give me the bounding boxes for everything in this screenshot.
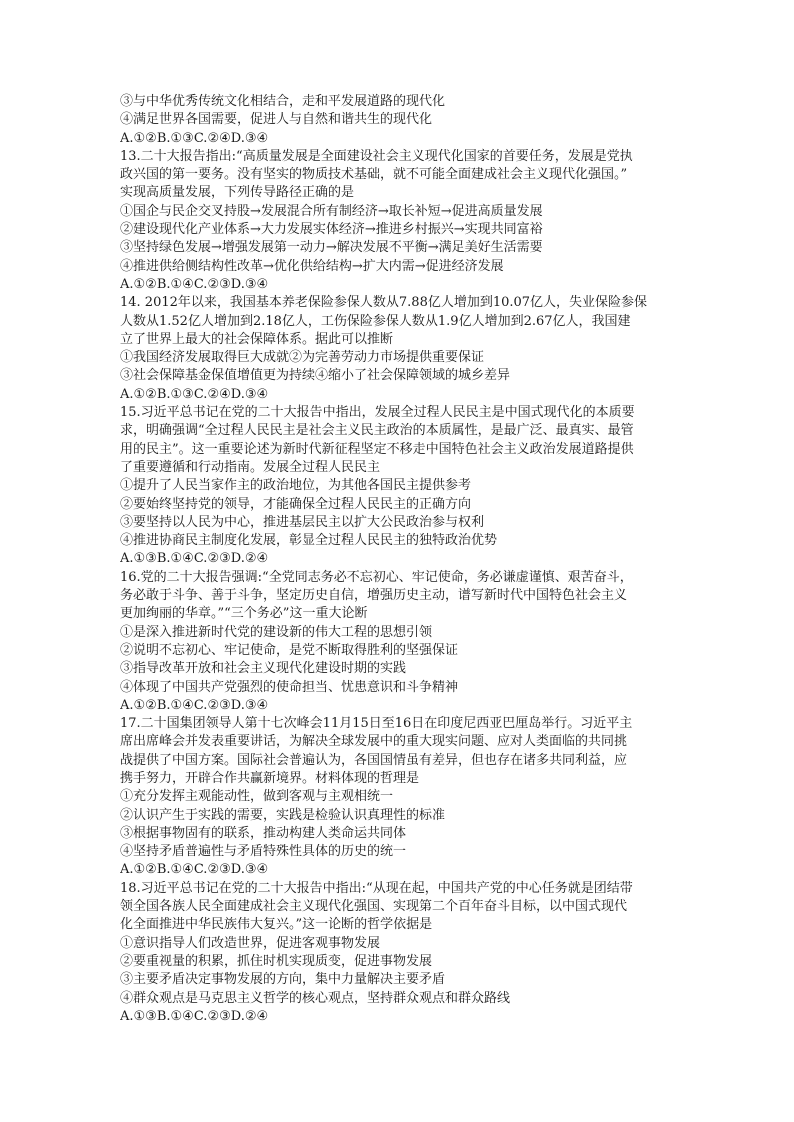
text-line: ②要重视量的积累，抓住时机实现质变，促进事物发展 bbox=[120, 953, 433, 969]
text-line: ②建设现代化产业体系→大力发展实体经济→推进乡村振兴→实现共同富裕 bbox=[120, 222, 543, 238]
text-line: ③主要矛盾决定事物发展的方向，集中力量解决主要矛盾 bbox=[120, 972, 446, 988]
text-line: ④群众观点是马克思主义哲学的核心观点，坚持群众观点和群众路线 bbox=[120, 990, 511, 1006]
text-line: ④坚持矛盾普遍性与矛盾特殊性具体的历史的统一 bbox=[120, 844, 407, 860]
text-line: 人数从1.52亿人增加到2.18亿人，工伤保险参保人数从1.9亿人增加到2.67亿人，我国建 bbox=[120, 313, 631, 329]
text-line: ④满足世界各国需要，促进人与自然和谐共生的现代化 bbox=[120, 112, 433, 128]
text-line: ①国企与民企交叉持股→发展混合所有制经济→取长补短→促进高质量发展 bbox=[120, 203, 543, 219]
text-line: ③坚持绿色发展→增强发展第一动力→解决发展不平衡→满足美好生活需要 bbox=[120, 240, 543, 256]
text-line: 16.党的二十大报告强调:“全党同志务必不忘初心、牢记使命，务必谦虚谨慎、艰苦奋斗， bbox=[120, 569, 633, 585]
text-line: ②说明不忘初心、牢记使命，是党不断取得胜利的坚强保证 bbox=[120, 642, 459, 658]
text-line: ①我国经济发展取得巨大成就②为完善劳动力市场提供重要保证 bbox=[120, 350, 485, 366]
text-line: ①意识指导人们改造世界，促进客观事物发展 bbox=[120, 935, 381, 951]
text-line: ③指导改革开放和社会主义现代化建设时期的实践 bbox=[120, 661, 407, 677]
text-line: 政兴国的第一要务。没有坚实的物质技术基础，就不可能全面建成社会主义现代化强国。” bbox=[120, 167, 628, 183]
text-line: 13.二十大报告指出:“高质量发展是全面建设社会主义现代化国家的首要任务，发展是党执 bbox=[120, 148, 633, 164]
text-line: ③与中华优秀传统文化相结合，走和平发展道路的现代化 bbox=[120, 94, 446, 109]
text-line: 席出席峰会并发表重要讲话，为解决全球发展中的重大现实问题、应对人类面临的共同挑 bbox=[120, 734, 628, 750]
text-line: 了重要遵循和行动指南。发展全过程人民民主 bbox=[120, 459, 381, 475]
text-line: 18.习近平总书记在党的二十大报告中指出:“从现在起，中国共产党的中心任务就是团结带 bbox=[120, 880, 633, 896]
text-line: 更加绚丽的华章。”“三个务必”这一重大论断 bbox=[120, 606, 368, 622]
text-line: ①充分发挥主观能动性，做到客观与主观相统一 bbox=[120, 789, 394, 805]
text-line: ②要始终坚持党的领导，才能确保全过程人民民主的正确方向 bbox=[120, 496, 472, 512]
text-line: A.①②B.①④C.②③D.③④ bbox=[120, 862, 269, 878]
text-line: 立了世界上最大的社会保障体系。据此可以推断 bbox=[120, 331, 394, 347]
text-line: 15.习近平总书记在党的二十大报告中指出，发展全过程人民民主是中国式现代化的本质要 bbox=[120, 405, 635, 421]
text-line: 携手努力，开辟合作共赢新境界。材料体现的哲理是 bbox=[120, 770, 420, 786]
text-line: ①提升了人民当家作主的政治地位，为其他各国民主提供参考 bbox=[120, 478, 472, 494]
text-line: ④推进协商民主制度化发展，彰显全过程人民民主的独特政治优势 bbox=[120, 533, 498, 549]
text-line: ④体现了中国共产党强烈的使命担当、忧患意识和斗争精神 bbox=[120, 679, 459, 695]
text-line: ④推进供给侧结构性改革→优化供给结构→扩大内需→促进经济发展 bbox=[120, 258, 504, 274]
text-line: ②认识产生于实践的需要，实践是检验认识真理性的标准 bbox=[120, 807, 446, 823]
text-line: 实现高质量发展，下列传导路径正确的是 bbox=[120, 185, 355, 201]
text-line: 战提供了中国方案。国际社会普遍认为，各国国情虽有差异，但也存在诸多共同利益，应 bbox=[120, 752, 628, 768]
text-line: ③根据事物固有的联系，推动构建人类命运共同体 bbox=[120, 825, 407, 841]
text-line: A.①②B.①③C.②④D.③④ bbox=[120, 130, 269, 146]
text-line: A.①②B.①④C.②③D.③④ bbox=[120, 276, 269, 292]
text-line: 化全面推进中华民族伟大复兴。”这一论断的哲学依据是 bbox=[120, 917, 433, 933]
text-line: 求，明确强调“全过程人民民主是社会主义民主政治的本质属性，是最广泛、最真实、最管 bbox=[120, 423, 634, 439]
text-line: 14. 2012年以来，我国基本养老保险参保人数从7.88亿人增加到10.07亿人，失业保险参保 bbox=[120, 295, 648, 311]
document-page bbox=[120, 93, 700, 1026]
text-line: ③社会保障基金保值增值更为持续④缩小了社会保障领域的城乡差异 bbox=[120, 368, 511, 384]
text-line: A.①③B.①④C.②③D.②④ bbox=[120, 551, 269, 567]
text-line: A.①②B.①④C.②③D.③④ bbox=[120, 697, 269, 713]
text-line: 务必敢于斗争、善于斗争，坚定历史自信，增强历史主动，谱写新时代中国特色社会主义 bbox=[120, 588, 628, 604]
text-line: ①是深入推进新时代党的建设新的伟大工程的思想引领 bbox=[120, 624, 433, 640]
text-line: ③要坚持以人民为中心，推进基层民主以扩大公民政治参与权利 bbox=[120, 514, 485, 530]
text-line: 17.二十国集团领导人第十七次峰会11月15日至16日在印度尼西亚巴厘岛举行。习近平主 bbox=[120, 716, 633, 732]
text-line: A.①③B.①④C.②③D.②④ bbox=[120, 1008, 269, 1024]
text-line: 领全国各族人民全面建成社会主义现代化强国、实现第二个百年奋斗目标，以中国式现代 bbox=[120, 899, 628, 915]
text-line: 用的民主”。这一重要论述为新时代新征程坚定不移走中国特色社会主义政治发展道路提供 bbox=[120, 441, 634, 457]
text-line: A.①②B.①③C.②④D.③④ bbox=[120, 386, 269, 402]
